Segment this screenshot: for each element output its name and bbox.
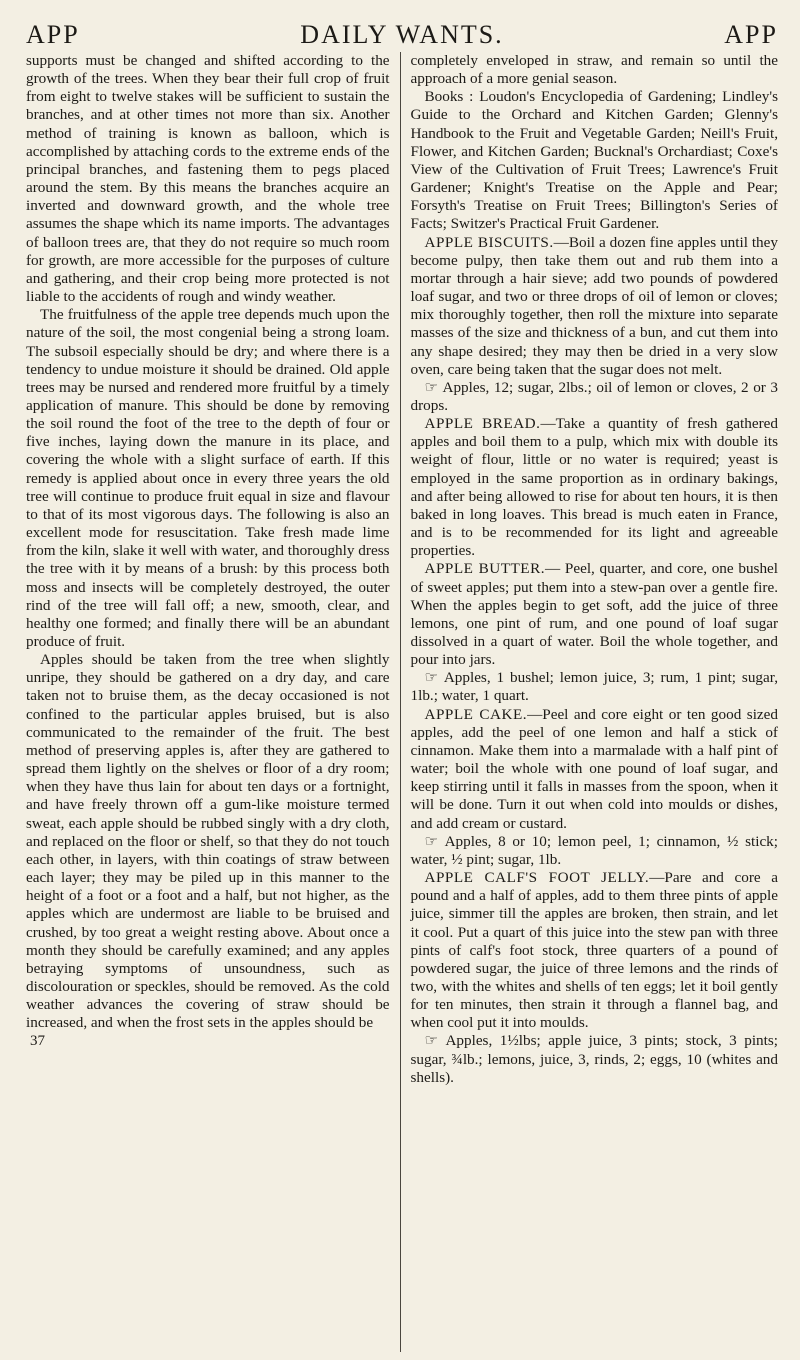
entry-heading: APPLE BUTTER. <box>424 560 545 578</box>
paragraph: The fruitfulness of the apple tree depends much upon the nature of the soil, the most congenial being a strong loam. The subsoil especially should be dry; and where there is a tendency to undue moisture it should be drained. Old apple trees may be nursed and rendered more fruitful by a timely application of manure. This should be done by removing the soil round the foot of the tree to the depth of four or five inches, laying down the manure in its place, and covering the whole with a slight surface of earth. If this remedy is applied about once in every three years the old tree will continue to produce fruit equal in size and flavour to that of its most vigorous days. The following is also an excellent mode for resuscitation. Take fresh made lime from the kiln, slake it well with water, and thoroughly dress the tree with it by means of a brush: by this process both moss and insects will be completely destroyed, the outer rind of the tree will fall off; a new, smooth, clear, and healthy one formed; and finally there will be an abundant produce of fruit. <box>26 306 390 650</box>
entry-body: —Take a quantity of fresh gathered apples and boil them to a pulp, which mix with double its weight of flour, little or no water is required; yeast is employed in the same proportion as in ordinary bakings, and after being allowed to rise for about ten hours, it is then baked in long loaves. This bread is much eaten in France, and is to be recommended for its light and agreeable properties. <box>410 415 778 560</box>
pointing-hand-icon: ☞ <box>424 670 444 687</box>
running-header <box>26 0 778 52</box>
entry-heading: APPLE CAKE. <box>424 705 528 723</box>
recipe-text: Apples, 8 or 10; lemon peel, 1; cinnamon, ½ stick; water, ½ pint; sugar, 1lb. <box>410 832 778 868</box>
paragraph: Apples should be taken from the tree when slightly unripe, they should be gathered on a dry day, and care taken not to bruise them, as the decay occasioned is not confined to the particular apples bruised, but is also communicated to the remainder of the fruit. The best method of preserving apples is, after they are gathered to spread them lightly on the shelves or floor of a dry room; when they have thus lain for about ten days or a fortnight, and have freely thrown off a gum-like moisture termed sweat, each apple should be rubbed singly with a dry cloth, and replaced on the floor or shelf, so that they do not touch each other, in layers, with thin coatings of straw between each layer; they may be piled up in this manner to the height of a foot or a foot and a half, but not higher, as the apples which are undermost are liable to be bruised and crushed, by too great a weight resting above. About once a month they should be carefully examined; and any apples betraying symptoms of unsoundness, such as discolouration or speckles, should be removed. As the cold weather advances the covering of straw should be increased, and when the frost sets in the apples should be <box>26 651 390 1032</box>
right-column <box>411 52 778 1352</box>
recipe-line <box>411 379 778 415</box>
entry-heading: APPLE BISCUITS. <box>424 233 554 251</box>
entry-apple-calfs-foot-jelly <box>411 869 778 1032</box>
entry-body: —Boil a dozen fine apples until they become pulpy, then take them out and rub them into a mortar through a hair sieve; add two pounds of powdered loaf sugar, and two or three drops of oil of lemon or cloves; mix thoroughly together, then roll the mixture into separate masses of the size and thickness of a bun, and cut them into any shape desired; they may then be dried in a very slow oven, care being taken that the sugar does not melt. <box>410 233 778 378</box>
recipe-text: Apples, 1½lbs; apple juice, 3 pints; stock, 3 pints; sugar, ¾lb.; lemons, juice, 3, rinds, 2; eggs, 10 (whites and shells). <box>410 1032 779 1086</box>
header-left: APP <box>26 20 80 49</box>
page-number: 37 <box>30 1033 45 1050</box>
books-paragraph: Books : Loudon's Encyclopedia of Gardening; Lindley's Guide to the Orchard and Kitchen Garden; Glenny's Handbook to the Fruit and Vegetable Garden; Neill's Fruit, Flower, and Kitchen Garden; Bucknal's Orchardiast; Coxe's View of the Cultivation of Fruit Trees; Lawrence's Fruit Gardener; Knight's Treatise on the Apple and Pear; Forsyth's Treatise on Fruit Trees; Billington's Series of Facts; Switzer's Practical Fruit Gardener. <box>410 88 778 233</box>
recipe-text: Apples, 1 bushel; lemon juice, 3; rum, 1 pint; sugar, 1lb.; water, 1 quart. <box>410 669 778 705</box>
entry-apple-biscuits <box>411 234 778 379</box>
pointing-hand-icon: ☞ <box>424 1033 446 1050</box>
header-right: APP <box>724 20 778 49</box>
recipe-line <box>411 1032 778 1086</box>
recipe-line <box>411 833 778 869</box>
entry-heading: APPLE CALF'S FOOT JELLY. <box>424 869 650 887</box>
entry-apple-cake <box>411 706 778 833</box>
entry-heading: APPLE BREAD. <box>424 415 541 433</box>
recipe-text: Apples, 12; sugar, 2lbs.; oil of lemon or cloves, 2 or 3 drops. <box>410 378 778 414</box>
entry-body: —Peel and core eight or ten good sized apples, add the peel of one lemon and half a stick of cinnamon. Make them into a marmalade with a half pint of water; boil the whole with one pound of loaf sugar, and keep stirring until it falls in masses from the spoon, when it will be done. Turn it out when cold into moulds or dishes, and add cream or custard. <box>410 705 778 832</box>
pointing-hand-icon: ☞ <box>424 833 445 850</box>
paragraph: supports must be changed and shifted according to the growth of the trees. When they bear their full crop of fruit from eight to twelve stakes will be sufficient to sustain the branches, and at other times not more than six. Another method of training is known as balloon, which is accomplished by attaching cords to the extreme ends of the principal branches, and fastening them to pegs placed around the stem. By this means the branches acquire an inverted and downward growth, and the whole tree assumes the shape which its name imports. The advantages of balloon trees are, that they do not require so much room for growth, are more accessible for the purposes of culture and gathering, and their crop being more protected is not liable to the accidents of rough and windy weather. <box>26 52 390 306</box>
entry-body: —Pare and core a pound and a half of apples, add to them three pints of apple juice, simmer till the apples are broken, then strain, and let it cool. Put a quart of this juice into the stew pan with three pints of calf's foot stock, three quarters of a pound of powdered sugar, the juice of three lemons and the rinds of two, with the whites and shells of ten eggs; let it boil gently for ten minutes, then strain it through a flannel bag, and when cool put it into moulds. <box>410 869 778 1032</box>
paragraph: completely enveloped in straw, and remain so until the approach of a more genial season. <box>410 52 778 88</box>
pointing-hand-icon: ☞ <box>424 379 443 396</box>
entry-apple-butter <box>411 560 778 669</box>
text-columns <box>26 52 778 1352</box>
left-column <box>26 52 400 1352</box>
header-center: DAILY WANTS. <box>300 20 504 49</box>
column-divider <box>400 52 401 1352</box>
entry-apple-bread <box>411 415 778 560</box>
entry-body: — Peel, quarter, and core, one bushel of sweet apples; put them into a stew-pan over a gentle fire. When the apples begin to get soft, add the juice of three lemons, one pint of rum, and one pound of loaf sugar dissolved in a quart of water. Boil the whole together, and pour into jars. <box>410 560 778 669</box>
recipe-line <box>411 669 778 705</box>
